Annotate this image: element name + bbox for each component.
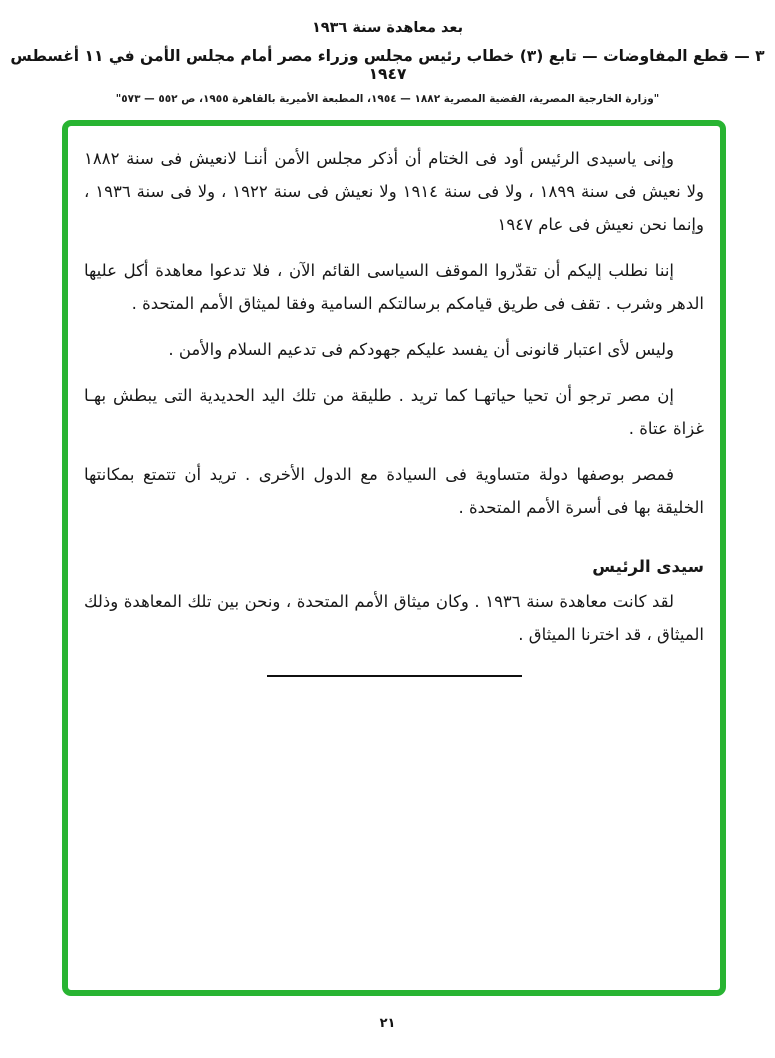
final-paragraph: لقد كانت معاهدة سنة ١٩٣٦ . وكان ميثاق الأمم المتحدة ، ونحن بين تلك المعاهدة وذلك الميثاق ، قد اخترنا الميثاق .: [84, 592, 704, 644]
paragraph: فمصر بوصفها دولة متساوية فى السيادة مع الدول الأخرى . تريد أن تتمتع بمكانتها الخليقة بها فى أسرة الأمم المتحدة .: [84, 465, 704, 517]
green-highlight-frame: [62, 120, 726, 996]
page-header: [0, 20, 775, 105]
paragraph: إن مصر ترجو أن تحيا حياتهـا كما تريد . طليقة من تلك اليد الحديدية التى يبطش بهـا غزاة عتاة .: [84, 386, 704, 438]
salutation-line: سيدى الرئيس: [592, 557, 704, 576]
section-divider-rule: [267, 675, 522, 677]
paragraph: إننا نطلب إليكم أن تقدّروا الموقف السياسى القائم الآن ، فلا تدعوا معاهدة أكل عليها الدهر وشرب . تقف فى طريق قيامكم برسالتكم السامية وفقا لميثاق الأمم المتحدة .: [84, 261, 704, 313]
header-title: بعد معاهدة سنة ١٩٣٦: [311, 20, 464, 36]
page-footer: [0, 1012, 775, 1031]
paragraph: وإنى ياسيدى الرئيس أود فى الختام أن أذكر مجلس الأمن أننـا لانعيش فى سنة ١٨٨٢ ولا نعيش فى سنة ١٨٩٩ ، ولا فى سنة ١٩١٤ ولا نعيش فى سنة ١٩٢٢ ، ولا فى سنة ١٩٣٦ ، وإنما نحن نعيش فى عام ١٩٤٧: [84, 149, 705, 234]
scanned-text-block: [84, 142, 704, 677]
page-number: ٢١: [379, 1016, 396, 1031]
header-source-citation: "وزارة الخارجية المصرية، القضية المصرية ١٨٨٢ — ١٩٥٤، المطبعة الأميرية بالقاهرة ١٩٥٥، ص ٥٥٢ — ٥٧٣": [115, 93, 660, 105]
paragraph: وليس لأى اعتبار قانونى أن يفسد عليكم جهودكم فى تدعيم السلام والأمن .: [168, 340, 674, 359]
header-subject-line: ٣ — قطع المفاوضات — تابع (٣) خطاب رئيس مجلس وزراء مصر أمام مجلس الأمن في ١١ أغسطس ١٩٤٧: [10, 47, 765, 83]
